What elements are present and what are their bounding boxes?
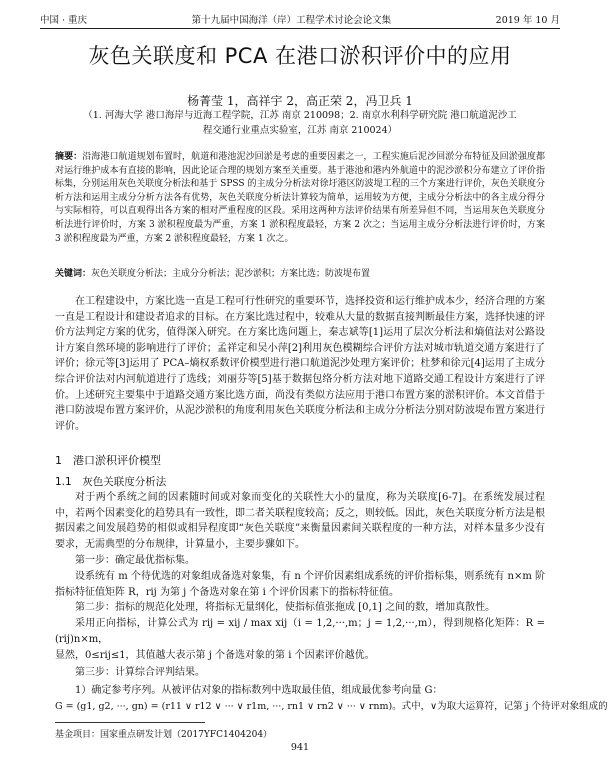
running-header <box>40 12 560 29</box>
affiliations <box>70 108 530 138</box>
abstract-label: 摘要： <box>55 152 83 162</box>
para-grey-relational: 对于两个系统之间的因素随时间或对象而变化的关联性大小的量度，称为关联度[6-7]。在系统发展过程中，若两个因素变化的趋势具有一致性，即二者关联程度较高；反之，则较低。因此，灰色关联度分析方法是根据因素之间发展趋势的相似或相异程度即“灰色关联度”来衡量因素间关联程度的一种方法，对样本量多少没有要求，无需典型的分布规律，计算量小，主要步骤如下。 <box>55 492 545 550</box>
abstract <box>55 151 545 246</box>
step-3: 第三步：计算综合评判结果。 <box>75 667 205 678</box>
step-1: 第一步：确定最优指标集。 <box>75 555 195 566</box>
step-2: 第二步：指标的规范化处理，将指标无量纲化，使指标值张拖成 [0,1] 之间的数，增加真散性。 <box>75 602 496 613</box>
header-location: 中国 · 重庆 <box>40 15 88 26</box>
paper-title: 灰色关联度和 PCA 在港口淤积评价中的应用 <box>88 44 512 68</box>
subsection-heading-1-1: 1.1 灰色关联度分析法 <box>55 476 167 488</box>
para-step-3b: G = (g1, g2, ···, gn) = (r11 ∨ r12 ∨ ··· ∨ r1m, ···, rn1 ∨ rn2 ∨ ··· ∨ rnm)。式中，∨为取大运算符，记第 j 个待评对象组成的 <box>55 701 608 712</box>
affiliation-line-1: （1. 河海大学 港口海岸与近海工程学院，江苏 南京 210098；2. 南京水利科学研究院 港口航道泥沙工 <box>83 110 517 121</box>
intro-paragraph: 在工程建设中，方案比选一直是工程可行性研究的重要环节，选择投资和运行维护成本少，经济合理的方案一直是工程设计和建设者追求的目标。在方案比选过程中，较难从大量的数据直接判断最佳方案，选择快速的评价方法判定方案的优劣，值得深入研究。在方案比选问题上，秦志斌等[1]运用了层次分析法和熵值法对公路设计方案自然环境的影响进行了评价；孟祥定和吴小萍[2]利用灰色模糊综合评价方法对城市轨道交通方案进行了评价；徐元等[3]运用了 PCA–熵权系数评价模型进行港口航道泥沙处理方案评价；杜梦和徐元[4]运用了主成分综合评价法对内河航道进行了选线；刘丽芬等[5]基于数据包络分析方法对地下道路交通工程设计方案进行了评价。上述研究主要集中于道路交通方案比选方面，尚没有类似方法应用于港口布置方案的淤积评价。本文首借于港口防波堤布置方案评价，从泥沙淤积的角度利用灰色关联度分析法和主成分分析法分别对防波堤布置方案进行评价。 <box>55 296 545 432</box>
para-step-2b: 显然，0≤rij≤1，其值越大表示第 j 个备选对象的第 i 个因素评价越优。 <box>55 650 375 661</box>
author-list: 杨菁莹 1，高祥宇 2，高正荣 2，冯卫兵 1 <box>187 94 413 108</box>
abstract-text: 沿海港口航道规划布置时，航道和港池泥沙回淤是考虑的重要因素之一，工程实施后泥沙回淤分布特征及回淤强度都对运行维护成本有直接的影响，因此论证合理的规划方案至关重要。基于港池和港内外航道中的泥沙淤积分布建立了评价指标集，分别运用灰色关联度分析法和基于 SPSS 的主成分分析法对徐圩港区防波堤工程的三个方案进行评价，灰色关联度分析方法和运用主成分分析方法各有优势，灰色关联度分析法计算较为简单，运用较为方便，主成分分析法中的各主成分得分与实际相符，可以直观得出各方案的相对严重程度的区段。采用这两种方法评价结果有所差异但不同，当运用灰色关联度分析法进行评价时，方案 3 淤积程度最为严重，方案 1 淤积程度最轻，方案 2 次之；当运用主成分分析法进行评价时，方案 3 淤积程度最为严重，方案 2 淤积程度最轻，方案 1 次之。 <box>55 152 545 244</box>
page-number: 941 <box>290 742 310 753</box>
keywords <box>55 266 545 279</box>
footnote-divider <box>55 722 205 723</box>
keywords-label: 关键词： <box>55 269 92 279</box>
para-step-2a: 采用正向指标，计算公式为 rij = xij / max xij（i = 1,2,···,m；j = 1,2,···,m），得到规格化矩阵：R = (rij)n×m， <box>55 618 545 645</box>
para-step-1: 设系统有 m 个待优选的对象组成备选对象集，有 n 个评价因素组成系统的评价指标集，则系统有 n×m 阶指标特征值矩阵 R，rij 为第 j 个备选对象在第 i 个评价因素下的指标特征值。 <box>55 571 545 598</box>
affiliation-line-2: 程交通行业重点实验室，江苏 南京 210024） <box>202 125 398 136</box>
funding-footnote: 基金项目：国家重点研发计划（2017YFC1404204） <box>55 730 273 740</box>
header-proceedings: 第十九届中国海洋（岸）工程学术讨论会论文集 <box>191 15 392 26</box>
section-heading-1: 1 港口淤积评价模型 <box>55 454 161 467</box>
para-step-3a: 1）确定参考序列。从被评估对象的指标数列中选取最佳值，组成最优参考向量 G： <box>75 685 443 696</box>
header-date: 2019 年 10 月 <box>495 15 560 26</box>
keywords-text: 灰色关联度分析法；主成分分析法；泥沙淤积；方案比选；防波堤布置 <box>91 269 371 279</box>
